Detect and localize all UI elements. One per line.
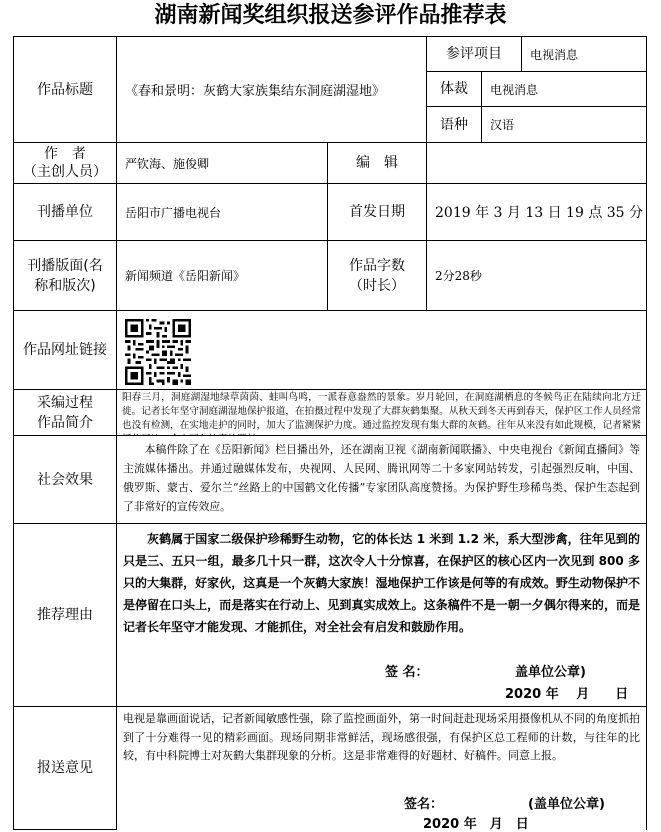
label-genre: [426, 71, 482, 107]
label-text: 作品标题: [37, 81, 93, 98]
layout-value: 新闻频道《岳阳新闻》: [116, 240, 328, 311]
label-text: 推荐理由: [37, 607, 93, 623]
label-text: 刊播单位: [37, 204, 93, 220]
label-text: 作品字数: [349, 257, 405, 274]
label-text: 作品简介: [37, 414, 93, 431]
label-recommend: [13, 523, 117, 707]
label-text: 报送意见: [37, 760, 93, 776]
submit-sign-label: 签名：: [404, 797, 444, 812]
submit-cell: [116, 706, 647, 830]
label-work-title: [13, 36, 117, 143]
genre-value: 电视消息: [481, 71, 647, 107]
label-process: [13, 389, 117, 436]
project-value: 电视消息: [521, 36, 647, 72]
label-text: 称和版次): [34, 277, 96, 294]
label-text: （时长）: [349, 277, 405, 294]
publish-unit-value: 岳阳市广播电视台: [116, 183, 328, 241]
first-date-value: 2019 年 3 月 13 日 19 点 35 分: [426, 183, 647, 241]
label-text: 作 者: [44, 146, 86, 162]
recommend-sign-label: 签 名：: [385, 665, 429, 680]
form-title: 湖南新闻奖组织报送参评作品推荐表: [154, 3, 507, 28]
qr-code-icon[interactable]: [125, 319, 191, 385]
submit-date: 2020 年 月 日: [423, 817, 529, 832]
label-text: 采编过程: [37, 394, 93, 411]
label-text: 参评项目: [446, 46, 502, 62]
label-layout: [13, 240, 117, 311]
label-language: [426, 106, 482, 143]
language-value: 汉语: [481, 106, 647, 143]
effect-text: 本稿件除了在《岳阳新闻》栏目播出外，还在湖南卫视《湖南新闻联播》、中央电视台《新闻直播间》等主流媒体播出。并通过融媒体发布，央视网、人民网、腾讯网等二十多家网站转发，引起强烈反响，中国、俄罗斯、蒙古、爱尔兰“丝路上的中国鹤文化传播”专家团队高度赞扬。为保护野生珍稀鸟类、保护生态起到了非常好的宣传效应。: [116, 435, 647, 524]
label-submit: [13, 706, 117, 830]
url-cell: [116, 310, 647, 390]
label-text: 语种: [440, 116, 468, 133]
label-text: 编 辑: [356, 155, 398, 171]
label-word-count: [327, 240, 427, 311]
recommend-cell: [116, 523, 647, 707]
label-text: 体裁: [440, 81, 468, 97]
label-text: 刊播版面(名: [27, 257, 103, 274]
label-text: 首发日期: [349, 204, 405, 220]
label-text: 社会效果: [37, 471, 93, 488]
recommend-text: 灰鹤属于国家二级保护珍稀野生动物，它的体长达 1 米到 1.2 米，系大型涉禽，往年见到的只是三、五只一组，最多几十只一群，这次令人十分惊喜，在保护区的核心区内一次见到 800 多只的大集群，好家伙，这真是一个灰鹤大家族！湿地保护工作该是何等的有成效。野生动物保护不是停留在口头上，而是落实在行动上、见到真实成效上。这条稿件不是一朝一夕偶尔得来的，而是记者长年坚守才能发现、才能抓住，对全社会有启发和鼓励作用。: [123, 532, 640, 634]
author-value: 严钦海、施俊卿: [116, 142, 328, 184]
submit-text: 电视是靠画面说话，记者新闻敏感性强，除了监控画面外，第一时间赶赴现场采用摄像机从不同的角度抓拍到了十分难得一见的精彩画面。现场同期非常鲜活，现场感很强，有保护区总工程师的计数，与往年的比较，有中科院博士对灰鹤大集群现象的分析。这是非常难得的好题材、好稿件。同意上报。: [123, 712, 640, 762]
label-publish-unit: [13, 183, 117, 241]
process-text: 阳春三月，洞庭湖湿地绿草茵茵、蛙叫鸟鸣，一派春意盎然的景象。岁月轮回，在洞庭湖栖息的冬候鸟正在陆续向北方迁徙。记者长年坚守洞庭湖湿地保护报道，在拍摄过程中发现了大群灰鹤集聚。从秋天到冬天再到春天，保护区工作人员经常也没有检测，在实地走护的同时，加大了监测保护力度。通过监控发现有集大群的灰鹤。往年从来没有如此规模，记者紧紧: [116, 389, 647, 436]
label-text: （主创人员）: [23, 164, 107, 180]
recommend-seal-label: 盖单位公章): [515, 665, 586, 680]
label-author: [13, 142, 117, 184]
submit-seal-label: (盖单位公章): [528, 797, 605, 812]
label-text: 作品网址链接: [23, 342, 107, 358]
editor-value: [426, 142, 647, 184]
label-effect: [13, 435, 117, 524]
label-first-date: [327, 183, 427, 241]
recommend-date: 2020 年 月 日: [505, 687, 629, 702]
label-project: [426, 36, 522, 72]
label-editor: [327, 142, 427, 184]
label-url: [13, 310, 117, 390]
word-count-value: 2分28秒: [426, 240, 647, 311]
work-title-value: 《春和景明：灰鹤大家族集结东洞庭湖湿地》: [116, 36, 427, 143]
